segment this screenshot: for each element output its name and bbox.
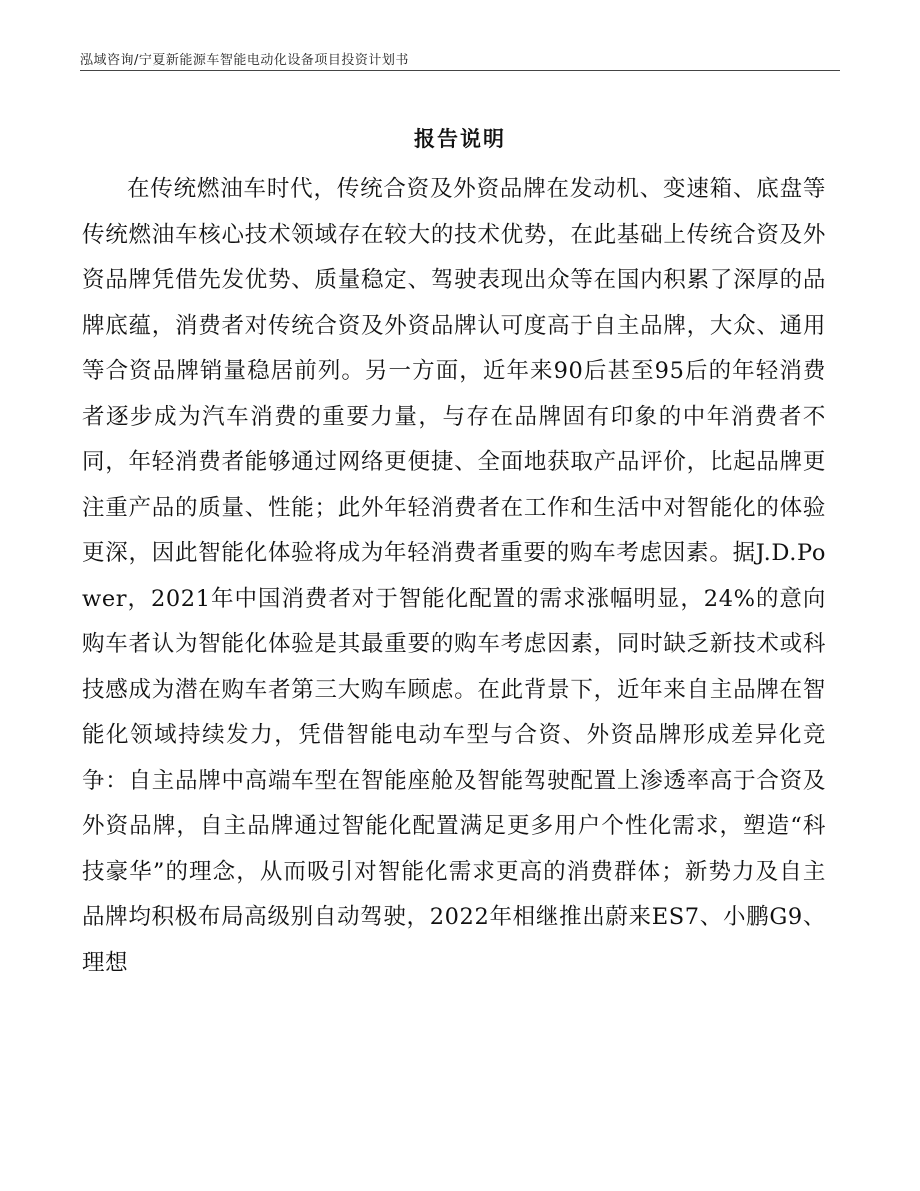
header-divider xyxy=(80,70,840,71)
body-paragraph: 在传统燃油车时代，传统合资及外资品牌在发动机、变速箱、底盘等传统燃油车核心技术领域存在较大的技术优势，在此基础上传统合资及外资品牌凭借先发优势、质量稳定、驾驶表现出众等在国内积累了深厚的品牌底蕴，消费者对传统合资及外资品牌认可度高于自主品牌，大众、通用等合资品牌销量稳居前列。另一方面，近年来90后甚至95后的年轻消费者逐步成为汽车消费的重要力量，与存在品牌固有印象的中年消费者不同，年轻消费者能够通过网络更便捷、全面地获取产品评价，比起品牌更注重产品的质量、性能；此外年轻消费者在工作和生活中对智能化的体验更深，因此智能化体验将成为年轻消费者重要的购车考虑因素。据J.D.Power，2021年中国消费者对于智能化配置的需求涨幅明显，24%的意向购车者认为智能化体验是其最重要的购车考虑因素，同时缺乏新技术或科技感成为潜在购车者第三大购车顾虑。在此背景下，近年来自主品牌在智能化领域持续发力，凭借智能电动车型与合资、外资品牌形成差异化竞争：自主品牌中高端车型在智能座舱及智能驾驶配置上渗透率高于合资及外资品牌，自主品牌通过智能化配置满足更多用户个性化需求，塑造“科技豪华”的理念，从而吸引对智能化需求更高的消费群体；新势力及自主品牌均积极布局高级别自动驾驶，2022年相继推出蔚来ES7、小鹏G9、理想 xyxy=(82,176,826,976)
running-header: 泓域咨询/宁夏新能源车智能电动化设备项目投资计划书 xyxy=(80,53,409,68)
page-title: 报告说明 xyxy=(414,127,506,151)
